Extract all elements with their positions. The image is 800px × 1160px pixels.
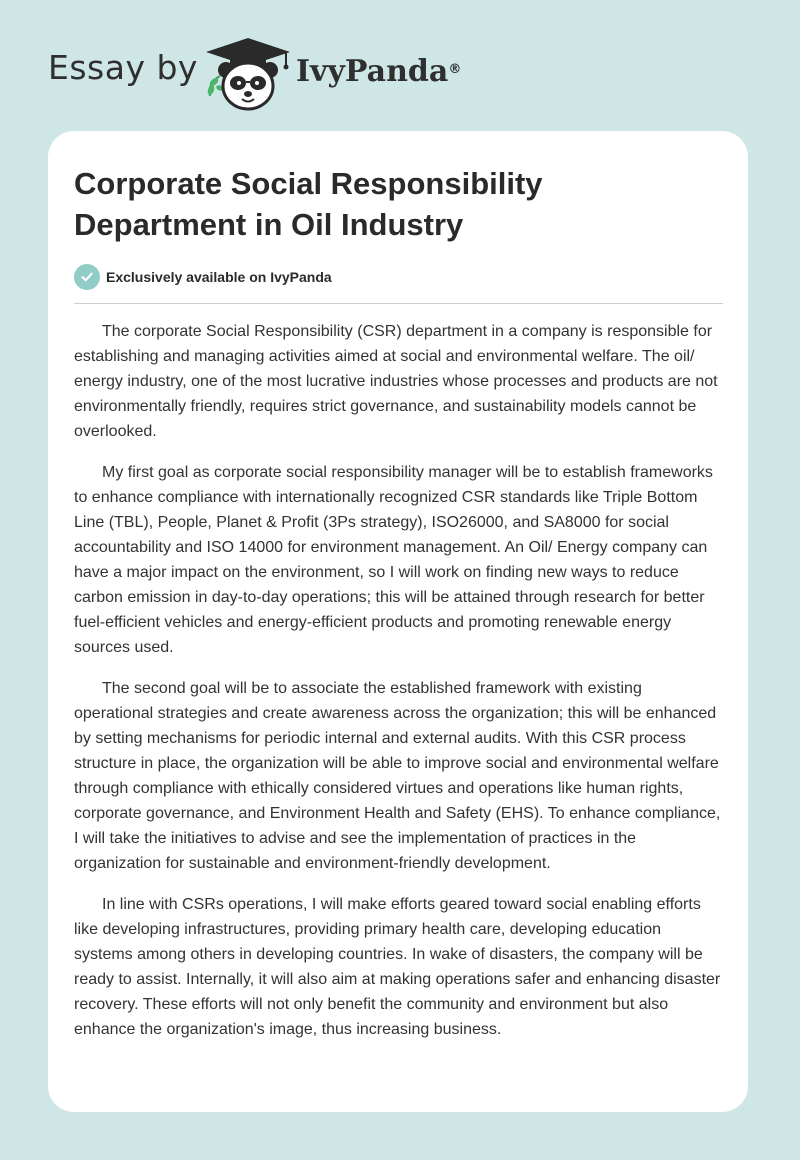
- essay-card: [48, 131, 748, 1112]
- paragraph: In line with CSRs operations, I will make efforts geared toward social enabling efforts like developing infrastructures, providing primary health care, developing education systems among others in developing countries. In wake of disasters, the company will be ready to assist. Internally, it will also aim at making operations safer and enhancing disaster recovery. These efforts will not only benefit the community and environment but also enhance the organization's image, thus increasing business.: [74, 896, 721, 1038]
- brand-name: IvyPanda: [296, 54, 449, 89]
- exclusive-badge-label: Exclusively available on IvyPanda: [106, 269, 332, 285]
- check-icon: [74, 264, 100, 290]
- page-title: Corporate Social Responsibility Department in Oil Industry: [74, 166, 543, 242]
- essay-body: [74, 319, 723, 1058]
- divider: [74, 303, 723, 304]
- panda-with-graduation-cap-icon[interactable]: [202, 36, 294, 112]
- paragraph: My first goal as corporate social responsibility manager will be to establish frameworks to enhance compliance with internationally recognized CSR standards like Triple Bottom Line (TBL), People, Planet & Profit (3Ps strategy), ISO26000, and SA8000 for social accountability and ISO 14000 for environment management. An Oil/ Energy company can have a major impact on the environment, so I will work on finding new ways to reduce carbon emission in day-to-day operations; this will be attained through research for better fuel-efficient vehicles and energy-efficient products and promoting renewable energy sources used.: [74, 464, 713, 656]
- exclusive-badge: [74, 264, 332, 290]
- paragraph: The second goal will be to associate the established framework with existing operational strategies and create awareness across the organization; this will be enhanced by setting mechanisms for periodic internal and external audits. With this CSR process structure in place, the organization will be able to improve social and environmental welfare through compliance with ethically considered virtues and operations like human rights, corporate governance, and Environment Health and Safety (EHS). To enhance compliance, I will take the initiatives to advise and see the implementation of practices in the organization for sustainable and environment-friendly development.: [74, 680, 721, 872]
- site-header: [0, 0, 800, 130]
- brand-logo-text[interactable]: [296, 52, 461, 92]
- essay-by-label: Essay by: [48, 48, 198, 87]
- paragraph: The corporate Social Responsibility (CSR) department in a company is responsible for establishing and managing activities aimed at social and environmental welfare. The oil/ energy industry, one of the most lucrative industries whose processes and products are not environmentally friendly, requires strict governance, and sustainability models cannot be overlooked.: [74, 323, 718, 440]
- registered-mark: ®: [448, 62, 462, 77]
